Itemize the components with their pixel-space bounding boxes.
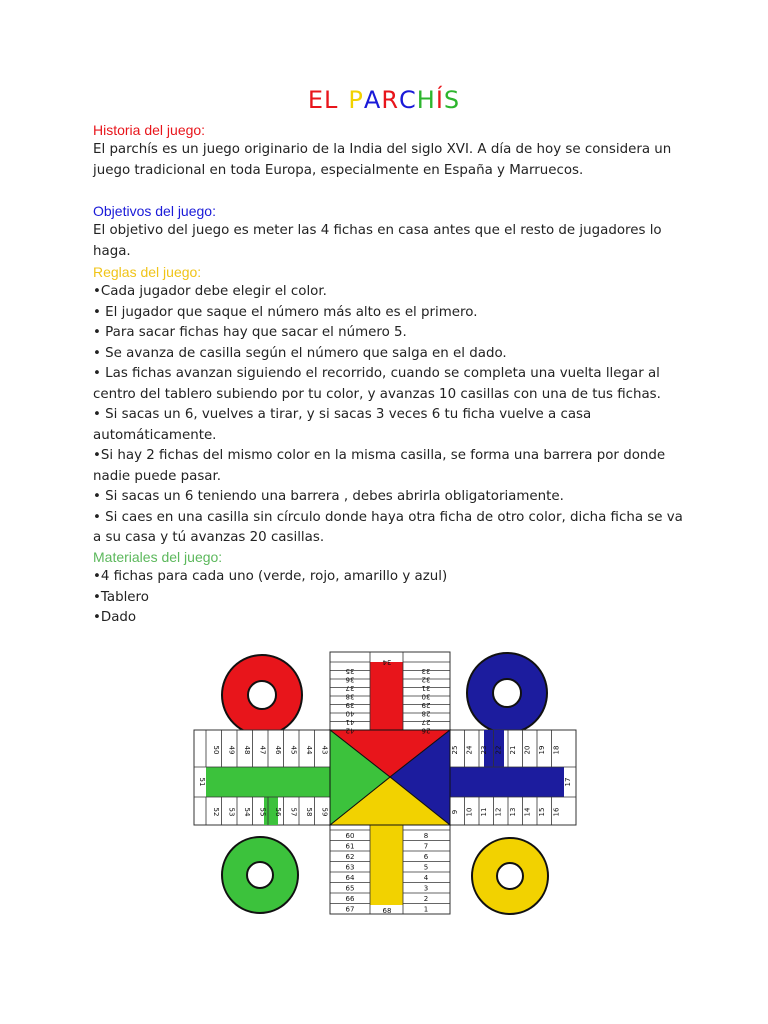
- board-number: 34: [382, 658, 392, 666]
- board-number: 38: [345, 692, 355, 701]
- yellow-path: [370, 825, 403, 905]
- title-letter: L: [324, 86, 339, 114]
- board-number: 27: [421, 718, 431, 726]
- rules-list: [93, 282, 683, 549]
- board-number: 40: [345, 709, 355, 718]
- board-number: 50: [212, 745, 220, 755]
- board-number: 28: [421, 709, 431, 718]
- board-number: 57: [289, 807, 298, 817]
- board-number: 15: [538, 807, 546, 817]
- section-heading: Materiales del juego:: [93, 549, 223, 565]
- board-number: 54: [243, 807, 251, 817]
- board-number: 53: [227, 807, 236, 817]
- board-number: 1: [423, 905, 429, 914]
- section-materiales: [93, 547, 683, 629]
- heading-colon: :: [212, 203, 216, 219]
- board-number: 20: [523, 745, 532, 755]
- board-number: 65: [345, 884, 355, 893]
- document-title: [0, 86, 768, 114]
- board-number: 29: [421, 701, 431, 709]
- board-number: 37: [345, 684, 355, 692]
- board-number: 35: [345, 667, 355, 675]
- board-number: 5: [423, 863, 429, 872]
- heading-text: Objetivos del juego: [93, 203, 213, 219]
- section-paragraph: El objetivo del juego es meter las 4 fichas en casa antes que el resto de jugadores lo haga.: [93, 223, 662, 259]
- title-letter: P: [348, 86, 364, 114]
- list-item: •4 fichas para cada uno (verde, rojo, amarillo y azul): [93, 569, 448, 584]
- board-number: 19: [538, 745, 546, 755]
- board-number: 11: [480, 807, 488, 817]
- list-item: •Si hay 2 fichas del mismo color en la misma casilla, se forma una barrera por donde nadie puede pasar.: [93, 448, 666, 484]
- list-item: •Dado: [93, 610, 137, 625]
- board-number: 43: [320, 745, 329, 755]
- list-item: • Si sacas un 6 teniendo una barrera , debes abrirla obligatoriamente.: [93, 489, 564, 504]
- blue-path: [450, 767, 564, 797]
- board-number: 67: [345, 905, 355, 914]
- section-paragraph: El parchís es un juego originario de la India del siglo XVI. A día de hoy se considera un juego tradicional en toda Europa, especialmente en España y Marruecos.: [93, 142, 672, 178]
- board-number: 8: [423, 832, 429, 840]
- board-number: 12: [494, 807, 503, 817]
- heading-text: Historia del juego: [93, 122, 202, 138]
- title-letter: A: [363, 86, 382, 114]
- board-number: 49: [227, 745, 236, 755]
- list-item: •Tablero: [93, 589, 149, 605]
- board-number: 45: [289, 745, 298, 755]
- section-objetivos: [93, 201, 683, 262]
- board-number: 66: [345, 895, 355, 903]
- board-number: 55: [258, 807, 267, 817]
- title-letter: E: [307, 86, 325, 114]
- heading-colon: :: [201, 122, 206, 138]
- board-number: 52: [212, 807, 220, 817]
- board-number: 56: [274, 807, 282, 817]
- section-historia: [93, 120, 683, 181]
- board-number: 22: [494, 745, 503, 755]
- board-number: 59: [320, 807, 329, 817]
- list-item: • Si caes en una casilla sin círculo donde haya otra ficha de otro color, dicha ficha se va a su casa y tú avanzas 20 casillas.: [93, 509, 683, 545]
- board-number: 30: [421, 692, 431, 701]
- board-number: 16: [552, 807, 561, 817]
- board-number: 41: [345, 718, 355, 726]
- board-number: 23: [480, 745, 488, 755]
- board-number: 25: [451, 745, 459, 755]
- board-number: 36: [345, 675, 355, 684]
- board-number: 24: [465, 745, 474, 755]
- title-letter: Í: [435, 86, 444, 114]
- title-letter: H: [416, 86, 436, 114]
- board-number: 4: [423, 874, 429, 882]
- board-number: 64: [345, 874, 355, 882]
- red-path: [370, 662, 403, 730]
- title-letter: R: [381, 86, 399, 114]
- board-number: 62: [345, 853, 355, 861]
- section-heading: [93, 201, 683, 221]
- list-item: • Se avanza de casilla según el número que salga en el dado.: [93, 345, 507, 361]
- board-number: 3: [423, 884, 429, 893]
- board-number: 7: [423, 842, 429, 851]
- board-number: 21: [509, 745, 517, 755]
- board-number: 26: [421, 726, 431, 735]
- list-item: •Cada jugador debe elegir el color.: [93, 284, 327, 299]
- green-home: [222, 837, 298, 913]
- board-number: 58: [305, 807, 313, 817]
- section-heading: Reglas del juego:: [93, 264, 202, 280]
- board-number: 17: [564, 777, 572, 787]
- board-number: 14: [523, 807, 532, 817]
- board-center: [330, 730, 450, 825]
- board-number: 68: [382, 907, 392, 915]
- board-number: 63: [345, 863, 355, 872]
- board-number: 2: [423, 895, 429, 903]
- board-number: 42: [345, 726, 355, 735]
- board-number: 33: [421, 667, 431, 675]
- list-item: • El jugador que saque el número más alto es el primero.: [93, 304, 478, 320]
- board-number: 6: [423, 853, 429, 861]
- board-number: 47: [258, 745, 267, 755]
- list-item: • Para sacar fichas hay que sacar el número 5.: [93, 325, 407, 340]
- board-number: 44: [305, 745, 313, 755]
- list-item: • Si sacas un 6, vuelves a tirar, y si sacas 3 veces 6 tu ficha vuelve a casa automáticamente.: [93, 407, 592, 443]
- board-number: 46: [274, 745, 282, 755]
- yellow-home: [472, 838, 548, 914]
- parchis-board-image: [192, 650, 578, 916]
- title-letter: S: [443, 86, 461, 114]
- board-number: 51: [198, 777, 206, 787]
- red-home: [222, 655, 302, 735]
- title-letter: C: [399, 86, 417, 114]
- green-path: [206, 767, 330, 797]
- board-number: 13: [509, 807, 517, 817]
- section-reglas: [93, 262, 683, 549]
- board-number: 10: [465, 807, 474, 817]
- board-number: 60: [345, 832, 355, 840]
- board-number: 61: [345, 842, 355, 851]
- board-number: 48: [243, 745, 251, 755]
- board-number: 32: [421, 675, 431, 684]
- board-number: 39: [345, 701, 355, 709]
- blue-home: [467, 653, 547, 733]
- board-number: 9: [451, 809, 459, 815]
- list-item: • Las fichas avanzan siguiendo el recorrido, cuando se completa una vuelta llegar al centro del tablero subiendo por tu color, y avanzas 10 casillas con una de tus fichas.: [93, 366, 661, 402]
- board-number: 31: [421, 684, 431, 692]
- section-heading: [93, 120, 683, 140]
- board-number: 18: [552, 745, 561, 755]
